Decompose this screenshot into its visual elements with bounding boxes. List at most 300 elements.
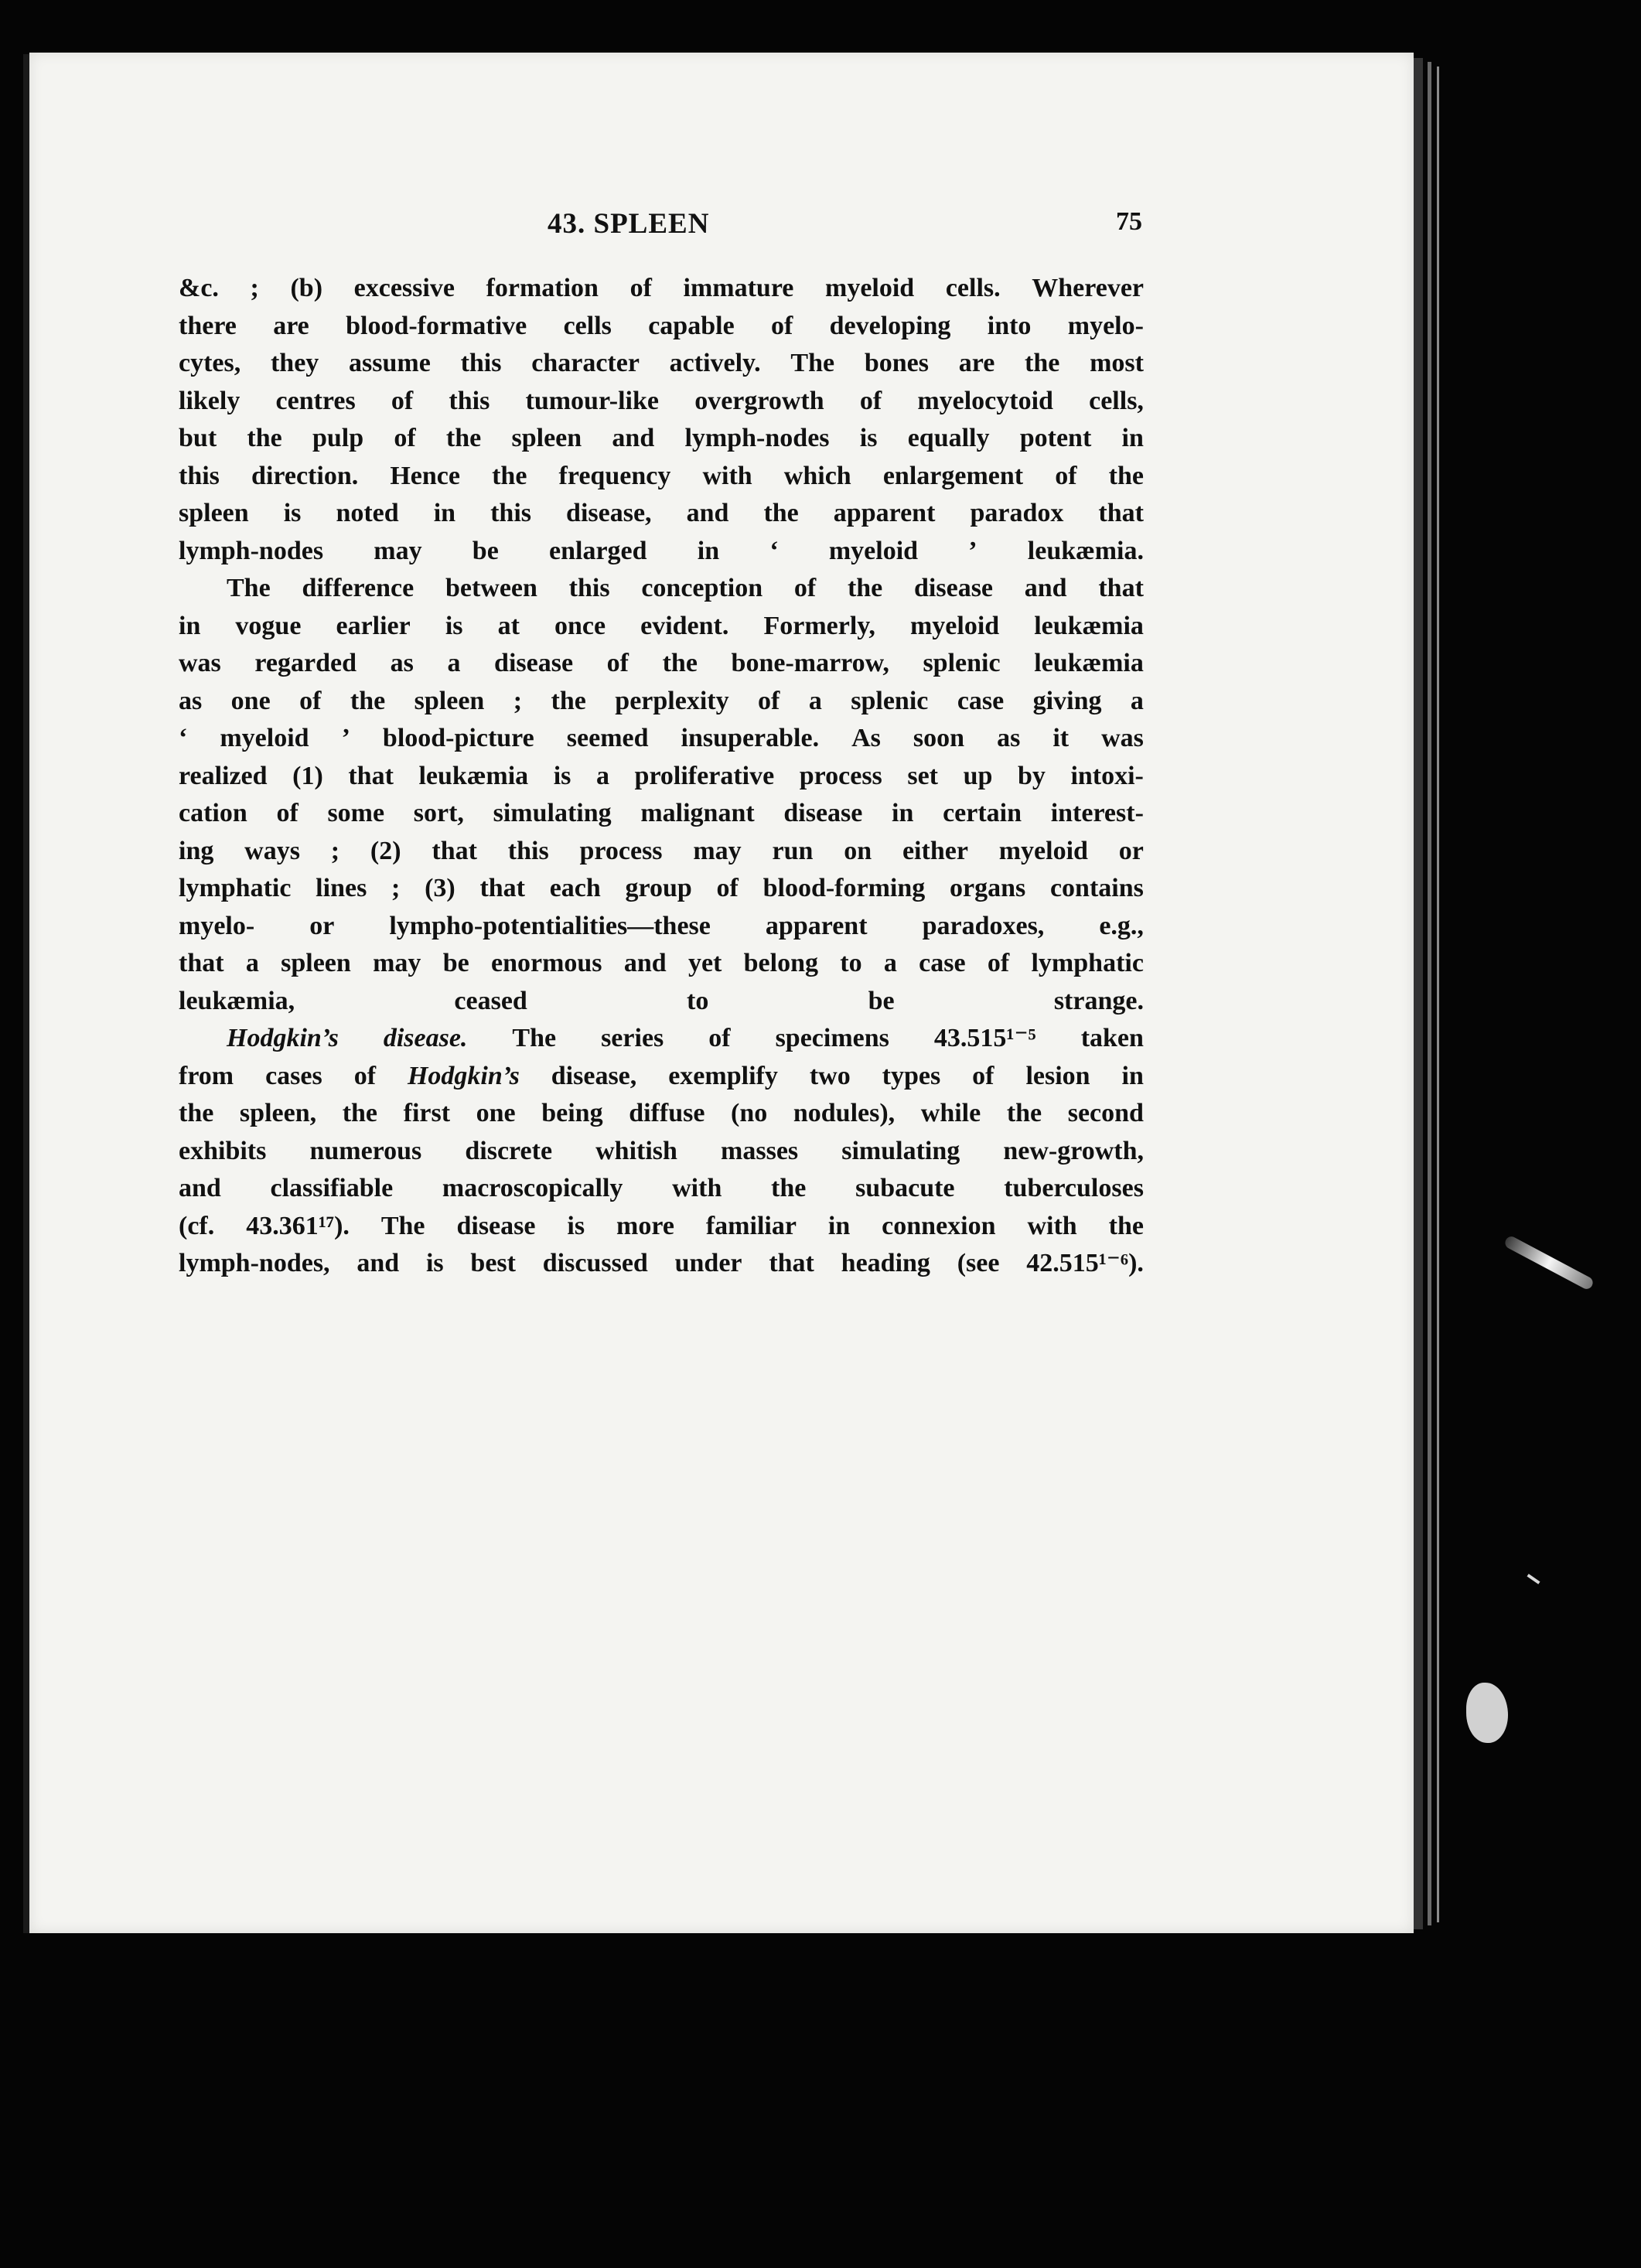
text-word: spleen [281, 949, 351, 977]
text-word: The [790, 349, 835, 377]
text-word: a [1130, 686, 1144, 715]
text-word: developing [829, 311, 951, 340]
text-word: splenic [851, 686, 929, 715]
text-word: with [702, 461, 752, 490]
text-line [179, 833, 1144, 871]
text-word: that [432, 836, 477, 865]
text-word: actively. [669, 349, 761, 377]
text-word: of [629, 274, 652, 302]
text-word: ; [513, 686, 523, 715]
text-word: the [763, 499, 799, 527]
text-line [179, 1245, 1144, 1283]
text-word: it [1052, 724, 1070, 752]
text-word: ‘ [769, 536, 779, 565]
text-word: (2) [370, 836, 401, 865]
text-word: be [472, 536, 499, 565]
text-word: classifiable [270, 1174, 394, 1202]
text-word: cytes, [179, 349, 241, 377]
text-word: discrete [465, 1136, 553, 1165]
text-word: cells. [945, 274, 1001, 302]
text-word: there [179, 311, 237, 340]
text-line [179, 345, 1144, 383]
text-word: most [1090, 349, 1144, 377]
text-word: of [606, 649, 629, 677]
text-word: paradox [970, 499, 1064, 527]
text-word: (3) [425, 874, 455, 902]
text-word: disease, [566, 499, 652, 527]
text-word: in [827, 1211, 851, 1240]
text-word: of [299, 686, 322, 715]
page-edge-line [1428, 62, 1431, 1925]
text-word: disease [456, 1211, 536, 1240]
text-word: seemed [566, 724, 649, 752]
text-word: centres [275, 386, 356, 415]
text-word: group [625, 874, 692, 902]
text-word: leukæmia [418, 761, 529, 790]
text-word: cases [265, 1061, 322, 1090]
text-word: The [380, 1211, 425, 1240]
text-word: assume [349, 349, 431, 377]
text-word: between [445, 574, 537, 602]
text-word: at [497, 611, 520, 640]
text-word: Hence [390, 461, 460, 490]
running-header [179, 207, 1142, 249]
text-word: being [541, 1099, 603, 1127]
text-word: second [1067, 1099, 1144, 1127]
text-word: is [425, 1249, 444, 1277]
text-word: ceased [454, 986, 527, 1015]
text-word: organs [950, 874, 1026, 902]
text-word: with [672, 1174, 722, 1202]
text-word: 42.515¹⁻⁶). [1026, 1249, 1144, 1277]
text-word: overgrowth [694, 386, 824, 415]
text-word: a [595, 761, 609, 790]
text-word: heading [841, 1249, 930, 1277]
text-word: of [708, 1024, 731, 1052]
text-word: disease, [551, 1061, 637, 1090]
text-word: in [892, 799, 914, 827]
text-word: giving [1032, 686, 1102, 715]
text-word: this [507, 836, 549, 865]
text-word: soon [913, 724, 965, 752]
text-word: that [348, 761, 394, 790]
text-word: bone-marrow, [731, 649, 889, 677]
text-word: immature [683, 274, 794, 302]
text-word: cells [563, 311, 612, 340]
text-word: myelo- [179, 911, 255, 940]
text-word: contains [1049, 874, 1144, 902]
text-word: while [920, 1099, 981, 1127]
text-word: specimens [775, 1024, 889, 1052]
text-word: either [902, 836, 968, 865]
text-line [179, 720, 1144, 758]
text-word: the [179, 1099, 214, 1127]
text-word: tumour-like [525, 386, 660, 415]
text-word: simulating [841, 1136, 960, 1165]
text-word: the [1108, 461, 1144, 490]
text-word: the [1025, 349, 1060, 377]
text-word: first [403, 1099, 451, 1127]
text-word: cation [179, 799, 247, 827]
text-word: ; [330, 836, 340, 865]
page-edge-line [1437, 67, 1439, 1922]
text-word: (see [957, 1249, 1000, 1277]
text-word: a [808, 686, 822, 715]
text-line [179, 495, 1144, 533]
text-word: myeloid [220, 724, 309, 752]
text-word: is [445, 611, 463, 640]
text-word: noted [336, 499, 399, 527]
text-word: more [616, 1211, 674, 1240]
text-word: capable [648, 311, 735, 340]
text-word: of [391, 386, 414, 415]
text-word: may [693, 836, 742, 865]
text-word: lymphatic [179, 874, 292, 902]
text-word: lymph-nodes [179, 536, 324, 565]
text-line [179, 570, 1144, 608]
text-word: the [551, 686, 586, 715]
text-word: a [883, 949, 897, 977]
text-word: which [783, 461, 851, 490]
text-line [179, 608, 1144, 646]
text-word: lesion [1025, 1061, 1090, 1090]
text-word: run [772, 836, 814, 865]
text-word: regarded [254, 649, 357, 677]
text-word: subacute [855, 1174, 955, 1202]
text-word: The [512, 1024, 557, 1052]
text-word: that [769, 1249, 814, 1277]
text-word: is [553, 761, 571, 790]
text-word: a [245, 949, 259, 977]
text-word: is [859, 424, 878, 452]
text-word: (1) [292, 761, 323, 790]
text-word: series [601, 1024, 664, 1052]
text-line [179, 458, 1144, 496]
text-word: disease [783, 799, 863, 827]
text-word: cells, [1089, 386, 1144, 415]
text-word: myelocytoid [917, 386, 1053, 415]
text-line [179, 945, 1144, 983]
text-word: may [374, 536, 422, 565]
text-word: lymphatic [1031, 949, 1144, 977]
text-word: myelo- [1067, 311, 1144, 340]
text-word: or [1118, 836, 1144, 865]
text-word: malignant [640, 799, 755, 827]
text-word: or [309, 911, 335, 940]
text-word: masses [721, 1136, 799, 1165]
text-word: leukæmia, [179, 986, 295, 1015]
text-word: tuberculoses [1004, 1174, 1144, 1202]
text-word: interest- [1050, 799, 1144, 827]
text-word: on [844, 836, 872, 865]
text-word: disease [914, 574, 994, 602]
text-word: taken [1080, 1024, 1144, 1052]
text-word: disease. [383, 1024, 468, 1052]
text-word: ; [250, 274, 259, 302]
text-word: intoxi- [1070, 761, 1144, 790]
text-line [179, 758, 1144, 796]
text-word: enormous [490, 949, 602, 977]
text-word: excessive [353, 274, 455, 302]
text-line [179, 1170, 1144, 1208]
text-word: Wherever [1032, 274, 1144, 302]
document-body [179, 270, 1144, 1283]
text-word: the [342, 1099, 378, 1127]
text-word: likely [179, 386, 241, 415]
text-word: spleen [179, 499, 249, 527]
text-word: proliferative [634, 761, 775, 790]
text-line [179, 308, 1144, 346]
text-word: vogue [235, 611, 302, 640]
text-line [179, 1020, 1144, 1058]
text-word: apparent [833, 499, 936, 527]
text-word: As [851, 724, 881, 752]
text-word: of [394, 424, 416, 452]
text-word: this [449, 386, 490, 415]
text-word: blood-formative [346, 311, 527, 340]
text-word: ’ [968, 536, 977, 565]
text-word: of [859, 386, 882, 415]
text-word: of [770, 311, 793, 340]
text-word: as [997, 724, 1021, 752]
text-word: potent [1019, 424, 1092, 452]
text-word: the [1108, 1211, 1144, 1240]
text-word: discussed [542, 1249, 648, 1277]
text-word: equally [907, 424, 990, 452]
text-word: of [716, 874, 739, 902]
text-word: in [433, 499, 456, 527]
text-word: up [963, 761, 993, 790]
page-edge-shadow [1414, 58, 1423, 1929]
text-word: is [283, 499, 302, 527]
text-word: belong [743, 949, 818, 977]
text-word: lines [316, 874, 367, 902]
text-word: to [840, 949, 862, 977]
text-word: enlargement [882, 461, 1024, 490]
text-word: difference [302, 574, 415, 602]
text-word: sort, [413, 799, 464, 827]
text-word: as [390, 649, 414, 677]
text-word: splenic [923, 649, 1001, 677]
text-line [179, 683, 1144, 721]
text-word: leukæmia [1034, 649, 1144, 677]
text-line [179, 983, 1144, 1021]
text-line [179, 645, 1144, 683]
text-word: case [919, 949, 966, 977]
text-word: are [273, 311, 309, 340]
text-word: of [276, 799, 299, 827]
text-word: case [957, 686, 1005, 715]
text-word: conception [641, 574, 763, 602]
text-word: e.g., [1099, 911, 1144, 940]
text-word: ing [179, 836, 214, 865]
text-word: and [612, 424, 655, 452]
text-word: this [460, 349, 502, 377]
text-word: that [1098, 499, 1144, 527]
text-word: myeloid [825, 274, 915, 302]
text-line [179, 870, 1144, 908]
text-word: in [697, 536, 720, 565]
text-word: simulating [493, 799, 612, 827]
text-word: one [230, 686, 271, 715]
text-line [179, 908, 1144, 946]
text-word: connexion [882, 1211, 996, 1240]
text-word: evident. [640, 611, 729, 640]
text-word: spleen [414, 686, 485, 715]
text-word: frequency [558, 461, 671, 490]
text-line [179, 1133, 1144, 1171]
text-word: of [972, 1061, 994, 1090]
text-word: process [799, 761, 882, 790]
text-word: lympho-potentialities—these [389, 911, 711, 940]
text-word: a [447, 649, 461, 677]
text-word: is [567, 1211, 585, 1240]
text-word: (cf. [179, 1211, 215, 1240]
text-word: in [179, 611, 201, 640]
text-word: lymph-nodes [684, 424, 830, 452]
text-word: and [357, 1249, 400, 1277]
text-word: from [179, 1061, 234, 1090]
text-word: ; [391, 874, 401, 902]
text-word: and [623, 949, 667, 977]
text-word: exhibits [179, 1136, 267, 1165]
text-word: exemplify [668, 1061, 778, 1090]
text-word: the [1006, 1099, 1042, 1127]
text-word: are [958, 349, 995, 377]
text-word: the [350, 686, 386, 715]
text-word: of [353, 1061, 377, 1090]
book-gutter-shadow [23, 54, 29, 1933]
text-word: that [179, 949, 224, 977]
text-word: and [686, 499, 729, 527]
text-word: spleen [511, 424, 582, 452]
text-word: of [987, 949, 1010, 977]
text-word: realized [179, 761, 268, 790]
text-word: and [179, 1174, 221, 1202]
text-word: process [579, 836, 663, 865]
text-word: but [179, 424, 217, 452]
text-word: was [1101, 724, 1144, 752]
text-word: be [868, 986, 895, 1015]
text-word: insuperable. [681, 724, 820, 752]
text-line [179, 1095, 1144, 1133]
text-word: they [270, 349, 319, 377]
text-word: of [758, 686, 780, 715]
text-word: yet [687, 949, 722, 977]
text-word: set [907, 761, 938, 790]
text-word: diffuse [629, 1099, 705, 1127]
text-word: with [1027, 1211, 1077, 1240]
text-word: The [227, 574, 271, 602]
text-word: spleen, [239, 1099, 317, 1127]
text-line [179, 795, 1144, 833]
text-word: the [492, 461, 527, 490]
text-word: by [1017, 761, 1046, 790]
text-word: perplexity [615, 686, 729, 715]
text-word: the [662, 649, 698, 677]
text-line [179, 270, 1144, 308]
text-word: formation [486, 274, 599, 302]
text-word: macroscopically [442, 1174, 623, 1202]
text-word: in [1121, 1061, 1144, 1090]
text-word: under [674, 1249, 742, 1277]
text-word: leukæmia. [1027, 536, 1144, 565]
text-word: numerous [309, 1136, 422, 1165]
text-word: that [1098, 574, 1144, 602]
text-word: the [247, 424, 282, 452]
text-word: Hodgkin’s [407, 1061, 520, 1090]
text-word: (b) [290, 274, 323, 302]
section-title: 43. SPLEEN [548, 208, 710, 240]
text-word: blood-picture [382, 724, 534, 752]
text-word: certain [943, 799, 1022, 827]
text-word: myeloid [909, 611, 1000, 640]
text-word: best [470, 1249, 516, 1277]
text-word: 43.515¹⁻⁵ [933, 1024, 1036, 1052]
text-word: apparent [765, 911, 868, 940]
text-word: disease [494, 649, 574, 677]
text-word: enlarged [549, 536, 647, 565]
text-word: &c. [179, 274, 219, 302]
text-word: pulp [312, 424, 364, 452]
text-word: the [771, 1174, 807, 1202]
text-word: as [179, 686, 203, 715]
text-word: in [1121, 424, 1144, 452]
text-word: ways [244, 836, 300, 865]
text-word: two [809, 1061, 851, 1090]
text-word: ‘ [179, 724, 188, 752]
text-word: that [479, 874, 525, 902]
text-word: the [847, 574, 883, 602]
text-word: be [442, 949, 469, 977]
text-word: Formerly, [763, 611, 875, 640]
text-word: may [373, 949, 421, 977]
text-line [179, 1208, 1144, 1246]
text-word: direction. [251, 461, 359, 490]
text-word: this [179, 461, 220, 490]
text-word: familiar [705, 1211, 797, 1240]
text-word: 43.361¹⁷). [246, 1211, 350, 1240]
text-line [179, 420, 1144, 458]
text-word: each [549, 874, 601, 902]
text-word: some [327, 799, 385, 827]
text-word: bones [864, 349, 929, 377]
text-word: paradoxes, [922, 911, 1045, 940]
text-word: leukæmia [1034, 611, 1144, 640]
text-word: into [987, 311, 1032, 340]
text-word: of [793, 574, 817, 602]
text-word: the [445, 424, 482, 452]
text-word: nodules), [793, 1099, 896, 1127]
text-word: myeloid [998, 836, 1088, 865]
text-word: strange. [1053, 986, 1144, 1015]
text-word: and [1024, 574, 1067, 602]
text-word: (no [731, 1099, 768, 1127]
text-word: new-growth, [1003, 1136, 1144, 1165]
text-word: whitish [595, 1136, 677, 1165]
text-word: Hodgkin’s [227, 1024, 339, 1052]
text-line [179, 533, 1144, 571]
text-word: types [882, 1061, 941, 1090]
text-word: was [179, 649, 221, 677]
text-line [179, 1058, 1144, 1096]
text-word: this [568, 574, 610, 602]
text-word: once [554, 611, 606, 640]
text-word: lymph-nodes, [179, 1249, 330, 1277]
text-word: one [476, 1099, 516, 1127]
page-number: 75 [1116, 207, 1142, 236]
text-word: of [1055, 461, 1077, 490]
